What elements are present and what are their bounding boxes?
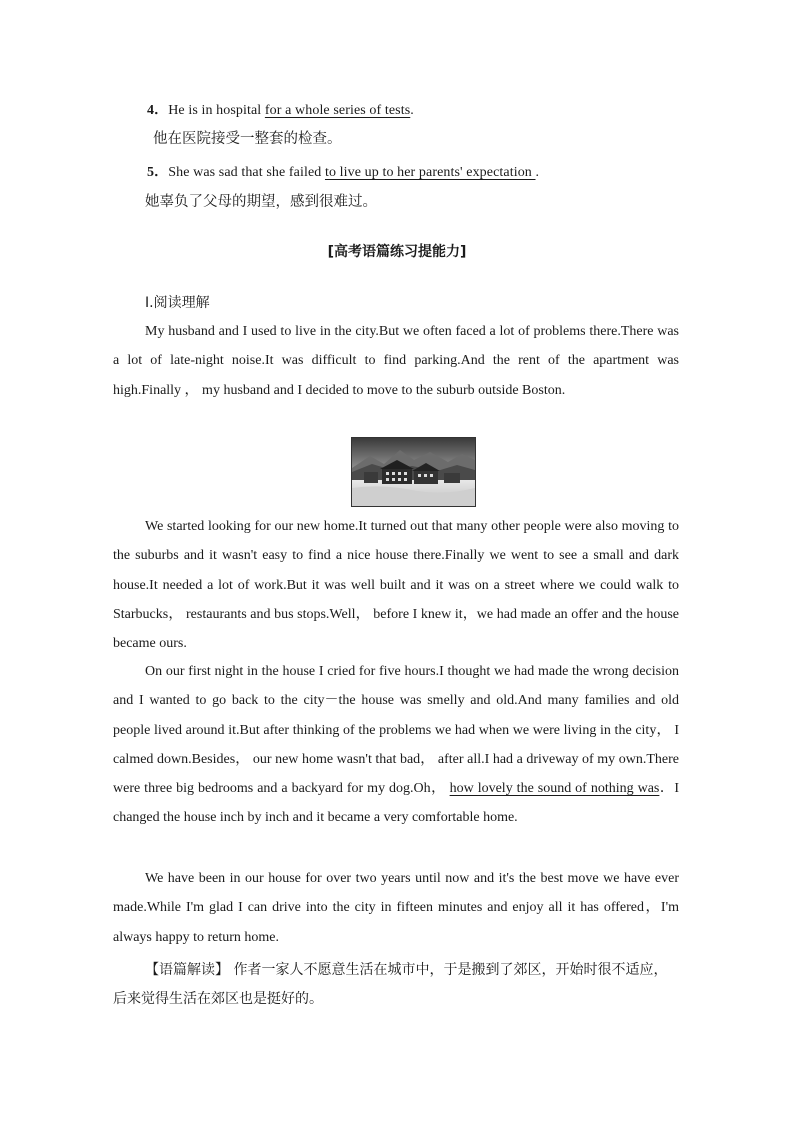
sentence-4	[147, 99, 414, 119]
sentence-5-translation: 她辜负了父母的期望，感到很难过。	[145, 194, 377, 210]
paragraph-3-text: On our first night in the house I cried for five hours.I thought we had made the wrong decision and I wanted to go back to the city－the house was smelly and old.And many families and old people lived around it.But after thinking of the problems we had when we were living in the city， I calmed down.Besides， our new home wasn't that bad， after all.I had a driveway of my own.There were three big bedrooms and a backyard for my dog.Oh，	[113, 664, 679, 797]
house-photo	[351, 437, 476, 507]
sentence-4-translation: 他在医院接受一整套的检查。	[153, 131, 342, 147]
passage-paragraph-3	[113, 657, 679, 833]
passage-paragraph-4: We have been in our house for over two years until now and it's the best move we have ever made.While I'm glad I can drive into the city in fifteen minutes and enjoy all it has offered，I'm always happy to return home.	[113, 871, 679, 945]
note-label: 【语篇解读】	[145, 962, 229, 978]
passage-paragraph-1: My husband and I used to live in the city.But we often faced a lot of problems there.There was a lot of late-night noise.It was difficult to find parking.And the rent of the apartment was high.Finally ， my husband and I decided to move to the suburb outside Boston.	[113, 324, 679, 398]
passage-paragraph-2: We started looking for our new home.It turned out that many other people were also moving to the suburbs and it wasn't easy to find a nice house there.Finally we went to see a small and dark house.It needed a lot of work.But it was well built and it was on a street where we could walk to Starbucks， restaurants and bus stops.Well， before I knew it，we had made an offer and the house became ours.	[113, 519, 679, 652]
underlined-phrase: how lovely the sound of nothing was	[449, 781, 660, 797]
paragraph-3-end: ．I changed the house inch by inch and it became a very comfortable home.	[113, 781, 679, 826]
sentence-number: 5．	[147, 165, 169, 180]
sentence-text: He is in hospital	[168, 103, 265, 118]
sentence-number: 4．	[147, 103, 169, 118]
note-text: 作者一家人不愿意生活在城市中，于是搬到了郊区，开始时很不适应，后来觉得生活在郊区也是挺好的。	[113, 962, 668, 1007]
sentence-end: .	[410, 103, 414, 118]
section-title: [高考语篇练习提能力]	[327, 244, 467, 260]
sentence-text: She was sad that she failed	[168, 165, 325, 180]
part-heading: Ⅰ.阅读理解	[145, 295, 210, 311]
sentence-5	[147, 161, 539, 181]
sentence-end: .	[535, 165, 540, 180]
passage-note	[113, 956, 679, 1014]
landscape-image-icon	[352, 438, 475, 506]
underlined-phrase: for a whole series of tests	[264, 103, 411, 118]
underlined-phrase: to live up to her parents' expectation	[324, 165, 536, 180]
